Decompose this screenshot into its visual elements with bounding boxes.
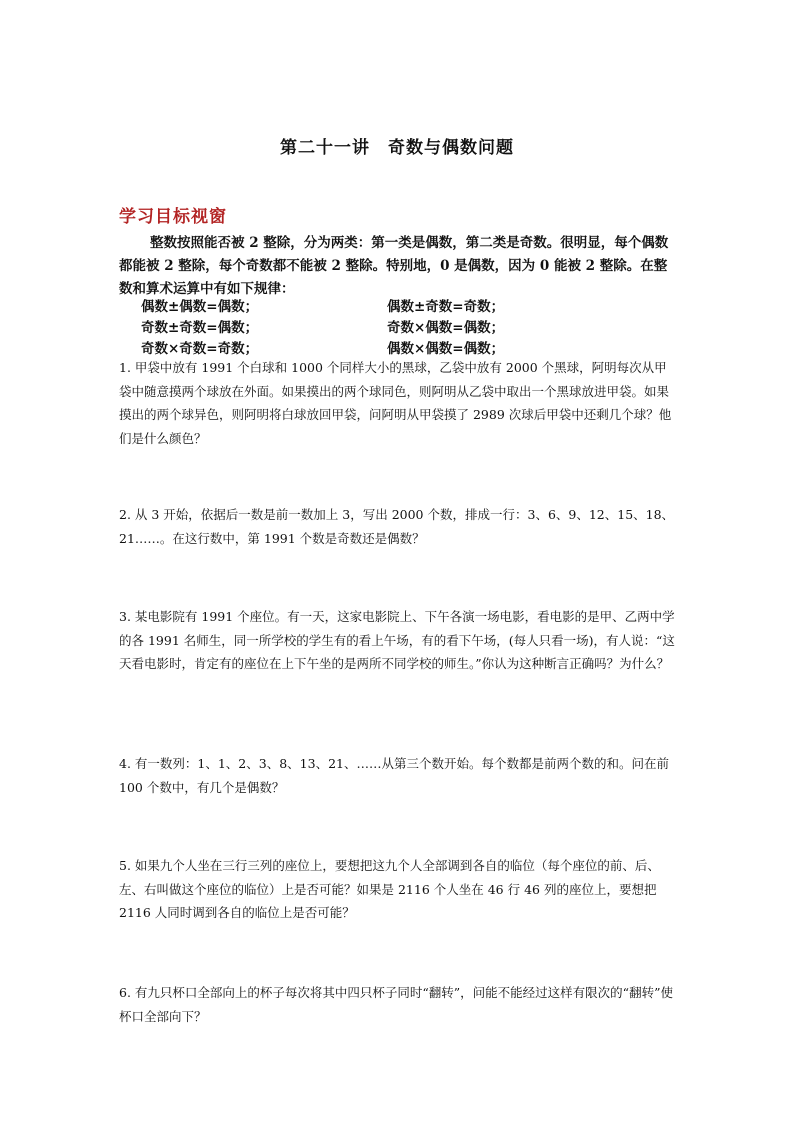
page-title: 第二十一讲 奇数与偶数问题 [280, 138, 514, 158]
problem-1: 1. 甲袋中放有 1991 个白球和 1000 个同样大小的黑球，乙袋中放有 2000 个黑球，阿明每次从甲袋中随意摸两个球放在外面。如果摸出的两个球同色，则阿明从乙袋中取出一个黑球放进甲袋。如果摸出的两个球异色，则阿明将白球放回甲袋，问阿明从甲袋摸了 2989 次球后甲袋中还剩几个球？他们是什么颜色？ [119, 360, 672, 446]
rule-right: 偶数±奇数=奇数； [387, 299, 505, 315]
rule-left: 偶数±偶数=偶数； [141, 299, 259, 315]
parity-rules [141, 297, 661, 360]
section-heading: 学习目标视窗 [119, 207, 227, 227]
problem-3: 3. 某电影院有 1991 个座位。有一天，这家电影院上、下午各演一场电影，看电影的是甲、乙两中学的各 1991 名师生，同一所学校的学生有的看上午场，有的看下午场，(每人只看一场)，有人说：“这天看电影时，肯定有的座位在上下午坐的是两所不同学校的师生。”你认为这种断言正确吗？为什么？ [119, 609, 675, 671]
problem-4: 4. 有一数列：1、1、2、3、8、13、21、……从第三个数开始。每个数都是前两个数的和。问在前 100 个数中，有几个是偶数？ [119, 756, 669, 795]
problem-6: 6. 有九只杯口全部向上的杯子每次将其中四只杯子同时“翻转”，问能不能经过这样有限次的“翻转”使杯口全部向下？ [119, 985, 673, 1024]
rule-right: 奇数×偶数=偶数； [387, 320, 505, 336]
intro-paragraph: 整数按照能否被 2 整除，分为两类：第一类是偶数，第二类是奇数。很明显，每个偶数都能被 2 整除，每个奇数都不能被 2 整除。特别地，0 是偶数，因为 0 能被 2 整除。在整数和算术运算中有如下规律： [119, 235, 669, 297]
problem-2: 2. 从 3 开始，依据后一数是前一数加上 3，写出 2000 个数，排成一行：3、6、9、12、15、18、21……。在这行数中，第 1991 个数是奇数还是偶数？ [119, 507, 675, 546]
rule-row [141, 297, 661, 318]
rule-left: 奇数±奇数=偶数； [141, 320, 259, 336]
rule-right: 偶数×偶数=偶数； [387, 341, 505, 357]
rule-left: 奇数×奇数=奇数； [141, 341, 259, 357]
rule-row [141, 318, 661, 339]
problem-5: 5. 如果九个人坐在三行三列的座位上，要想把这九个人全部调到各自的临位（每个座位的前、后、左、右叫做这个座位的临位）上是否可能？如果是 2116 个人坐在 46 行 46 列的座位上，要想把 2116 人同时调到各自的临位上是否可能？ [119, 858, 660, 920]
